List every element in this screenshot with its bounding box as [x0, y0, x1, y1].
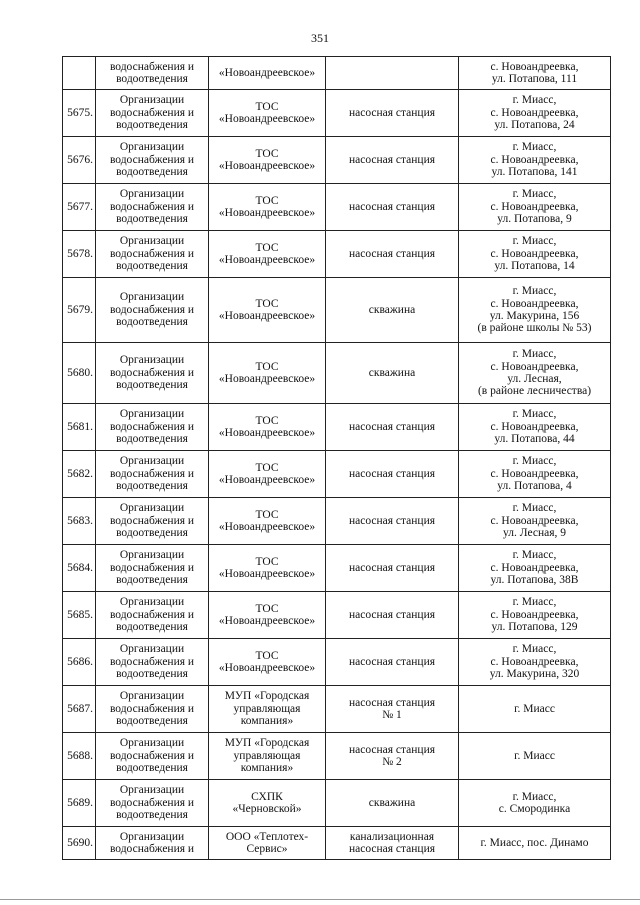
cell-owner-text: ТОС «Новоандреевское» — [218, 360, 316, 385]
cell-number-text: 5681. — [67, 420, 93, 433]
cell-organization — [96, 827, 209, 860]
table-row — [63, 733, 611, 780]
cell-address-text: г. Миасс, с. Новоандреевка, ул. Потапова, 129 — [490, 596, 579, 634]
cell-owner — [209, 498, 326, 545]
cell-organization-text: Организации водоснабжения и — [109, 830, 195, 855]
cell-address — [459, 733, 611, 780]
table-row — [63, 592, 611, 639]
cell-object-text: насосная станция — [348, 420, 436, 433]
cell-object-text: скважина — [368, 796, 416, 809]
cell-address — [459, 57, 611, 90]
cell-owner-text: «Новоандреевское» — [218, 66, 316, 79]
cell-owner-text: МУП «Городская управляющая компания» — [224, 690, 310, 728]
cell-object — [326, 343, 459, 404]
cell-number-text: 5676. — [67, 153, 93, 166]
cell-organization-text: Организации водоснабжения и водоотведения — [109, 235, 195, 273]
cell-object-text: насосная станция № 2 — [348, 743, 436, 768]
cell-address — [459, 545, 611, 592]
cell-address — [459, 184, 611, 231]
cell-organization-text: Организации водоснабжения и водоотведения — [109, 94, 195, 132]
cell-address — [459, 90, 611, 137]
cell-owner — [209, 827, 326, 860]
cell-owner — [209, 451, 326, 498]
cell-owner-text: ТОС «Новоандреевское» — [218, 461, 316, 486]
cell-organization-text: Организации водоснабжения и водоотведения — [109, 549, 195, 587]
table-row — [63, 545, 611, 592]
cell-object — [326, 733, 459, 780]
cell-address-text: г. Миасс, с. Новоандреевка, ул. Макурина, 320 — [489, 643, 580, 681]
cell-number — [63, 639, 96, 686]
table-row — [63, 137, 611, 184]
cell-organization — [96, 90, 209, 137]
cell-address — [459, 278, 611, 343]
cell-number — [63, 592, 96, 639]
cell-organization-text: Организации водоснабжения и водоотведения — [109, 737, 195, 775]
cell-organization — [96, 57, 209, 90]
cell-object-text: насосная станция — [348, 655, 436, 668]
cell-address-text: г. Миасс, с. Новоандреевка, ул. Потапова, 38В — [490, 549, 579, 587]
cell-organization — [96, 404, 209, 451]
cell-owner-text: ТОС «Новоандреевское» — [218, 194, 316, 219]
cell-object-text: насосная станция — [348, 153, 436, 166]
cell-object-text: канализационная насосная станция — [348, 830, 436, 855]
cell-object-text: насосная станция — [348, 514, 436, 527]
cell-object-text: скважина — [368, 303, 416, 316]
cell-owner-text: ТОС «Новоандреевское» — [218, 100, 316, 125]
cell-owner-text: ТОС «Новоандреевское» — [218, 414, 316, 439]
cell-object — [326, 592, 459, 639]
cell-owner — [209, 733, 326, 780]
cell-organization-text: Организации водоснабжения и водоотведения — [109, 188, 195, 226]
cell-object — [326, 545, 459, 592]
cell-address — [459, 498, 611, 545]
cell-number — [63, 343, 96, 404]
table-row — [63, 686, 611, 733]
cell-address — [459, 137, 611, 184]
registry-table-body — [63, 57, 611, 860]
cell-address-text: г. Миасс, с. Новоандреевка, ул. Потапова, 4 — [490, 455, 579, 493]
cell-owner — [209, 137, 326, 184]
cell-owner — [209, 278, 326, 343]
cell-address — [459, 231, 611, 278]
cell-owner-text: ТОС «Новоандреевское» — [218, 297, 316, 322]
cell-owner-text: ТОС «Новоандреевское» — [218, 649, 316, 674]
cell-number — [63, 733, 96, 780]
cell-address — [459, 827, 611, 860]
cell-address-text: с. Новоандреевка, ул. Потапова, 111 — [490, 60, 579, 85]
cell-object-text: скважина — [368, 366, 416, 379]
cell-object-text: насосная станция — [348, 561, 436, 574]
registry-table — [62, 56, 611, 860]
cell-address-text: г. Миасс, с. Новоандреевка, ул. Потапова, 44 — [490, 408, 579, 446]
table-row — [63, 498, 611, 545]
cell-number-text: 5685. — [67, 608, 93, 621]
cell-number — [63, 278, 96, 343]
page-bottom-rule — [0, 899, 640, 900]
cell-number-text: 5679. — [67, 303, 93, 316]
cell-organization — [96, 498, 209, 545]
cell-object — [326, 827, 459, 860]
cell-organization-text: Организации водоснабжения и водоотведения — [109, 502, 195, 540]
cell-number — [63, 137, 96, 184]
cell-owner — [209, 231, 326, 278]
cell-number-text: 5675. — [67, 106, 93, 119]
cell-organization-text: водоснабжения и водоотведения — [109, 60, 195, 85]
cell-number — [63, 827, 96, 860]
cell-object — [326, 231, 459, 278]
cell-organization — [96, 184, 209, 231]
table-row — [63, 278, 611, 343]
cell-number-text: 5677. — [67, 200, 93, 213]
cell-organization — [96, 733, 209, 780]
cell-organization — [96, 545, 209, 592]
cell-owner — [209, 592, 326, 639]
cell-organization-text: Организации водоснабжения и водоотведения — [109, 141, 195, 179]
cell-object-text: насосная станция — [348, 608, 436, 621]
cell-organization — [96, 639, 209, 686]
cell-address — [459, 404, 611, 451]
table-row — [63, 404, 611, 451]
cell-owner-text: ТОС «Новоандреевское» — [218, 147, 316, 172]
cell-address — [459, 686, 611, 733]
table-row — [63, 827, 611, 860]
cell-organization-text: Организации водоснабжения и водоотведения — [109, 596, 195, 634]
cell-object — [326, 451, 459, 498]
cell-object — [326, 137, 459, 184]
cell-organization-text: Организации водоснабжения и водоотведения — [109, 643, 195, 681]
cell-object — [326, 686, 459, 733]
table-row — [63, 451, 611, 498]
cell-object — [326, 639, 459, 686]
table-row — [63, 639, 611, 686]
cell-number-text: 5682. — [67, 467, 93, 480]
page-number: 351 — [311, 31, 329, 45]
cell-number — [63, 184, 96, 231]
cell-object-text: насосная станция — [348, 247, 436, 260]
table-row — [63, 57, 611, 90]
table-row — [63, 90, 611, 137]
cell-object-text: насосная станция № 1 — [348, 696, 436, 721]
cell-address-text: г. Миасс, с. Новоандреевка, ул. Потапова, 141 — [490, 141, 579, 179]
cell-organization — [96, 780, 209, 827]
cell-owner — [209, 90, 326, 137]
cell-owner — [209, 639, 326, 686]
cell-object-text: насосная станция — [348, 106, 436, 119]
cell-object — [326, 404, 459, 451]
cell-number-text: 5683. — [67, 514, 93, 527]
cell-number-text: 5689. — [67, 796, 93, 809]
cell-owner-text: ТОС «Новоандреевское» — [218, 508, 316, 533]
cell-address-text: г. Миасс, с. Новоандреевка, ул. Потапова, 14 — [490, 235, 579, 273]
cell-address-text: г. Миасс, с. Новоандреевка, ул. Лесная, (в районе лесничества) — [477, 348, 592, 398]
cell-organization-text: Организации водоснабжения и водоотведения — [109, 291, 195, 329]
table-row — [63, 231, 611, 278]
cell-address-text: г. Миасс — [514, 749, 555, 762]
cell-owner — [209, 57, 326, 90]
cell-address — [459, 592, 611, 639]
cell-organization — [96, 231, 209, 278]
cell-address-text: г. Миасс, с. Новоандреевка, ул. Потапова, 9 — [490, 188, 579, 226]
cell-address — [459, 451, 611, 498]
cell-address-text: г. Миасс, с. Новоандреевка, ул. Макурина, 156 (в районе школы № 53) — [477, 285, 592, 335]
cell-organization-text: Организации водоснабжения и водоотведения — [109, 455, 195, 493]
cell-object — [326, 278, 459, 343]
cell-owner — [209, 545, 326, 592]
cell-address-text: г. Миасс, с. Новоандреевка, ул. Потапова, 24 — [490, 94, 579, 132]
cell-number-text: 5688. — [67, 749, 93, 762]
cell-owner-text: ТОС «Новоандреевское» — [218, 241, 316, 266]
cell-number — [63, 90, 96, 137]
cell-owner-text: МУП «Городская управляющая компания» — [224, 737, 310, 775]
cell-owner — [209, 184, 326, 231]
cell-organization — [96, 592, 209, 639]
cell-address — [459, 343, 611, 404]
cell-number — [63, 451, 96, 498]
cell-organization — [96, 278, 209, 343]
cell-address-text: г. Миасс, пос. Динамо — [480, 836, 589, 849]
table-row — [63, 780, 611, 827]
cell-number — [63, 780, 96, 827]
cell-object — [326, 498, 459, 545]
cell-owner — [209, 780, 326, 827]
cell-number — [63, 686, 96, 733]
cell-object — [326, 90, 459, 137]
cell-number — [63, 498, 96, 545]
cell-owner — [209, 343, 326, 404]
cell-number — [63, 545, 96, 592]
table-row — [63, 343, 611, 404]
cell-number — [63, 231, 96, 278]
cell-object — [326, 780, 459, 827]
cell-organization-text: Организации водоснабжения и водоотведения — [109, 354, 195, 392]
cell-owner — [209, 686, 326, 733]
cell-object-text: насосная станция — [348, 200, 436, 213]
cell-address-text: г. Миасс, с. Смородинка — [498, 790, 571, 815]
cell-object-text: насосная станция — [348, 467, 436, 480]
table-row — [63, 184, 611, 231]
cell-owner-text: ООО «Теплотех- Сервис» — [225, 830, 309, 855]
cell-number-text: 5678. — [67, 247, 93, 260]
cell-owner-text: ТОС «Новоандреевское» — [218, 602, 316, 627]
cell-owner-text: СХПК «Черновской» — [232, 790, 302, 815]
cell-organization — [96, 686, 209, 733]
cell-organization — [96, 343, 209, 404]
cell-organization — [96, 137, 209, 184]
cell-number-text: 5684. — [67, 561, 93, 574]
cell-number-text: 5687. — [67, 702, 93, 715]
cell-organization-text: Организации водоснабжения и водоотведения — [109, 408, 195, 446]
cell-owner-text: ТОС «Новоандреевское» — [218, 555, 316, 580]
cell-object — [326, 184, 459, 231]
cell-number — [63, 404, 96, 451]
cell-address-text: г. Миасс, с. Новоандреевка, ул. Лесная, 9 — [490, 502, 579, 540]
cell-number-text: 5686. — [67, 655, 93, 668]
cell-address-text: г. Миасс — [514, 702, 555, 715]
cell-organization — [96, 451, 209, 498]
cell-address — [459, 639, 611, 686]
cell-number-text: 5690. — [67, 836, 93, 849]
cell-number-text: 5680. — [67, 366, 93, 379]
cell-organization-text: Организации водоснабжения и водоотведения — [109, 690, 195, 728]
cell-organization-text: Организации водоснабжения и водоотведения — [109, 784, 195, 822]
cell-number — [63, 57, 96, 90]
cell-object — [326, 57, 459, 90]
cell-owner — [209, 404, 326, 451]
cell-address — [459, 780, 611, 827]
